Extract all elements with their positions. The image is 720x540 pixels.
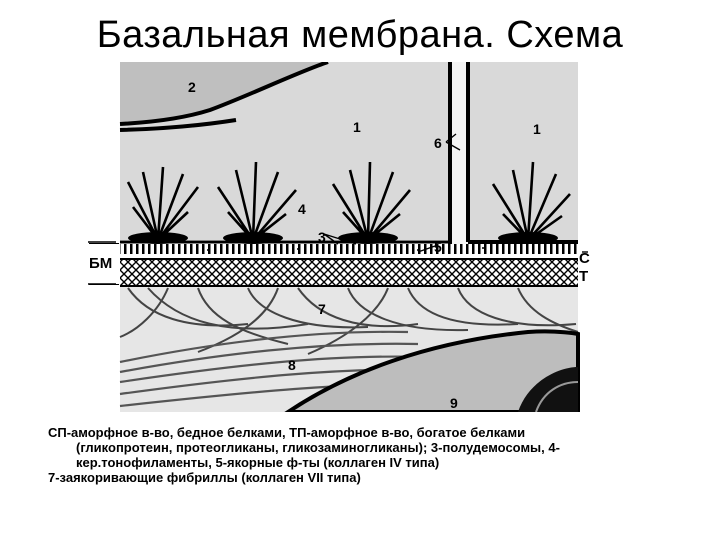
label-4: 4	[298, 201, 306, 217]
label-8: 8	[288, 357, 296, 373]
label-9: 9	[450, 395, 458, 411]
lamina-densa	[120, 260, 578, 286]
diagram-svg	[88, 62, 588, 412]
label-bm: БМ	[89, 255, 113, 272]
label-6: 6	[434, 135, 442, 151]
label-5: 5	[434, 239, 442, 255]
label-7: 7	[318, 301, 326, 317]
intercellular-space	[450, 62, 468, 252]
label-1b: 1	[533, 121, 541, 137]
label-c: С	[579, 250, 590, 267]
bm-top-line	[89, 243, 119, 244]
caption-line-3: кер.тонофиламенты, 5-якорные ф-ты (коллаген IV типа)	[76, 455, 440, 470]
caption-line-4: 7-заякоривающие фибриллы (коллаген VII типа)	[48, 470, 361, 485]
label-3: 3	[318, 229, 326, 245]
bm-bottom-line	[89, 284, 119, 285]
caption-line-2: (гликопротеин, протеогликаны, гликозаминогликаны); 3-полудемосомы, 4-	[76, 440, 560, 455]
label-t: Т	[579, 268, 589, 285]
page-title: Базальная мембрана. Схема	[96, 14, 624, 56]
lamina-lucida	[120, 244, 578, 254]
label-2: 2	[188, 79, 196, 95]
caption-line-1: СП-аморфное в-во, бедное белками, ТП-аморфное в-во, богатое белками	[48, 425, 526, 440]
figure-caption	[48, 425, 698, 485]
basement-membrane-diagram	[88, 62, 588, 412]
label-1a: 1	[353, 119, 361, 135]
